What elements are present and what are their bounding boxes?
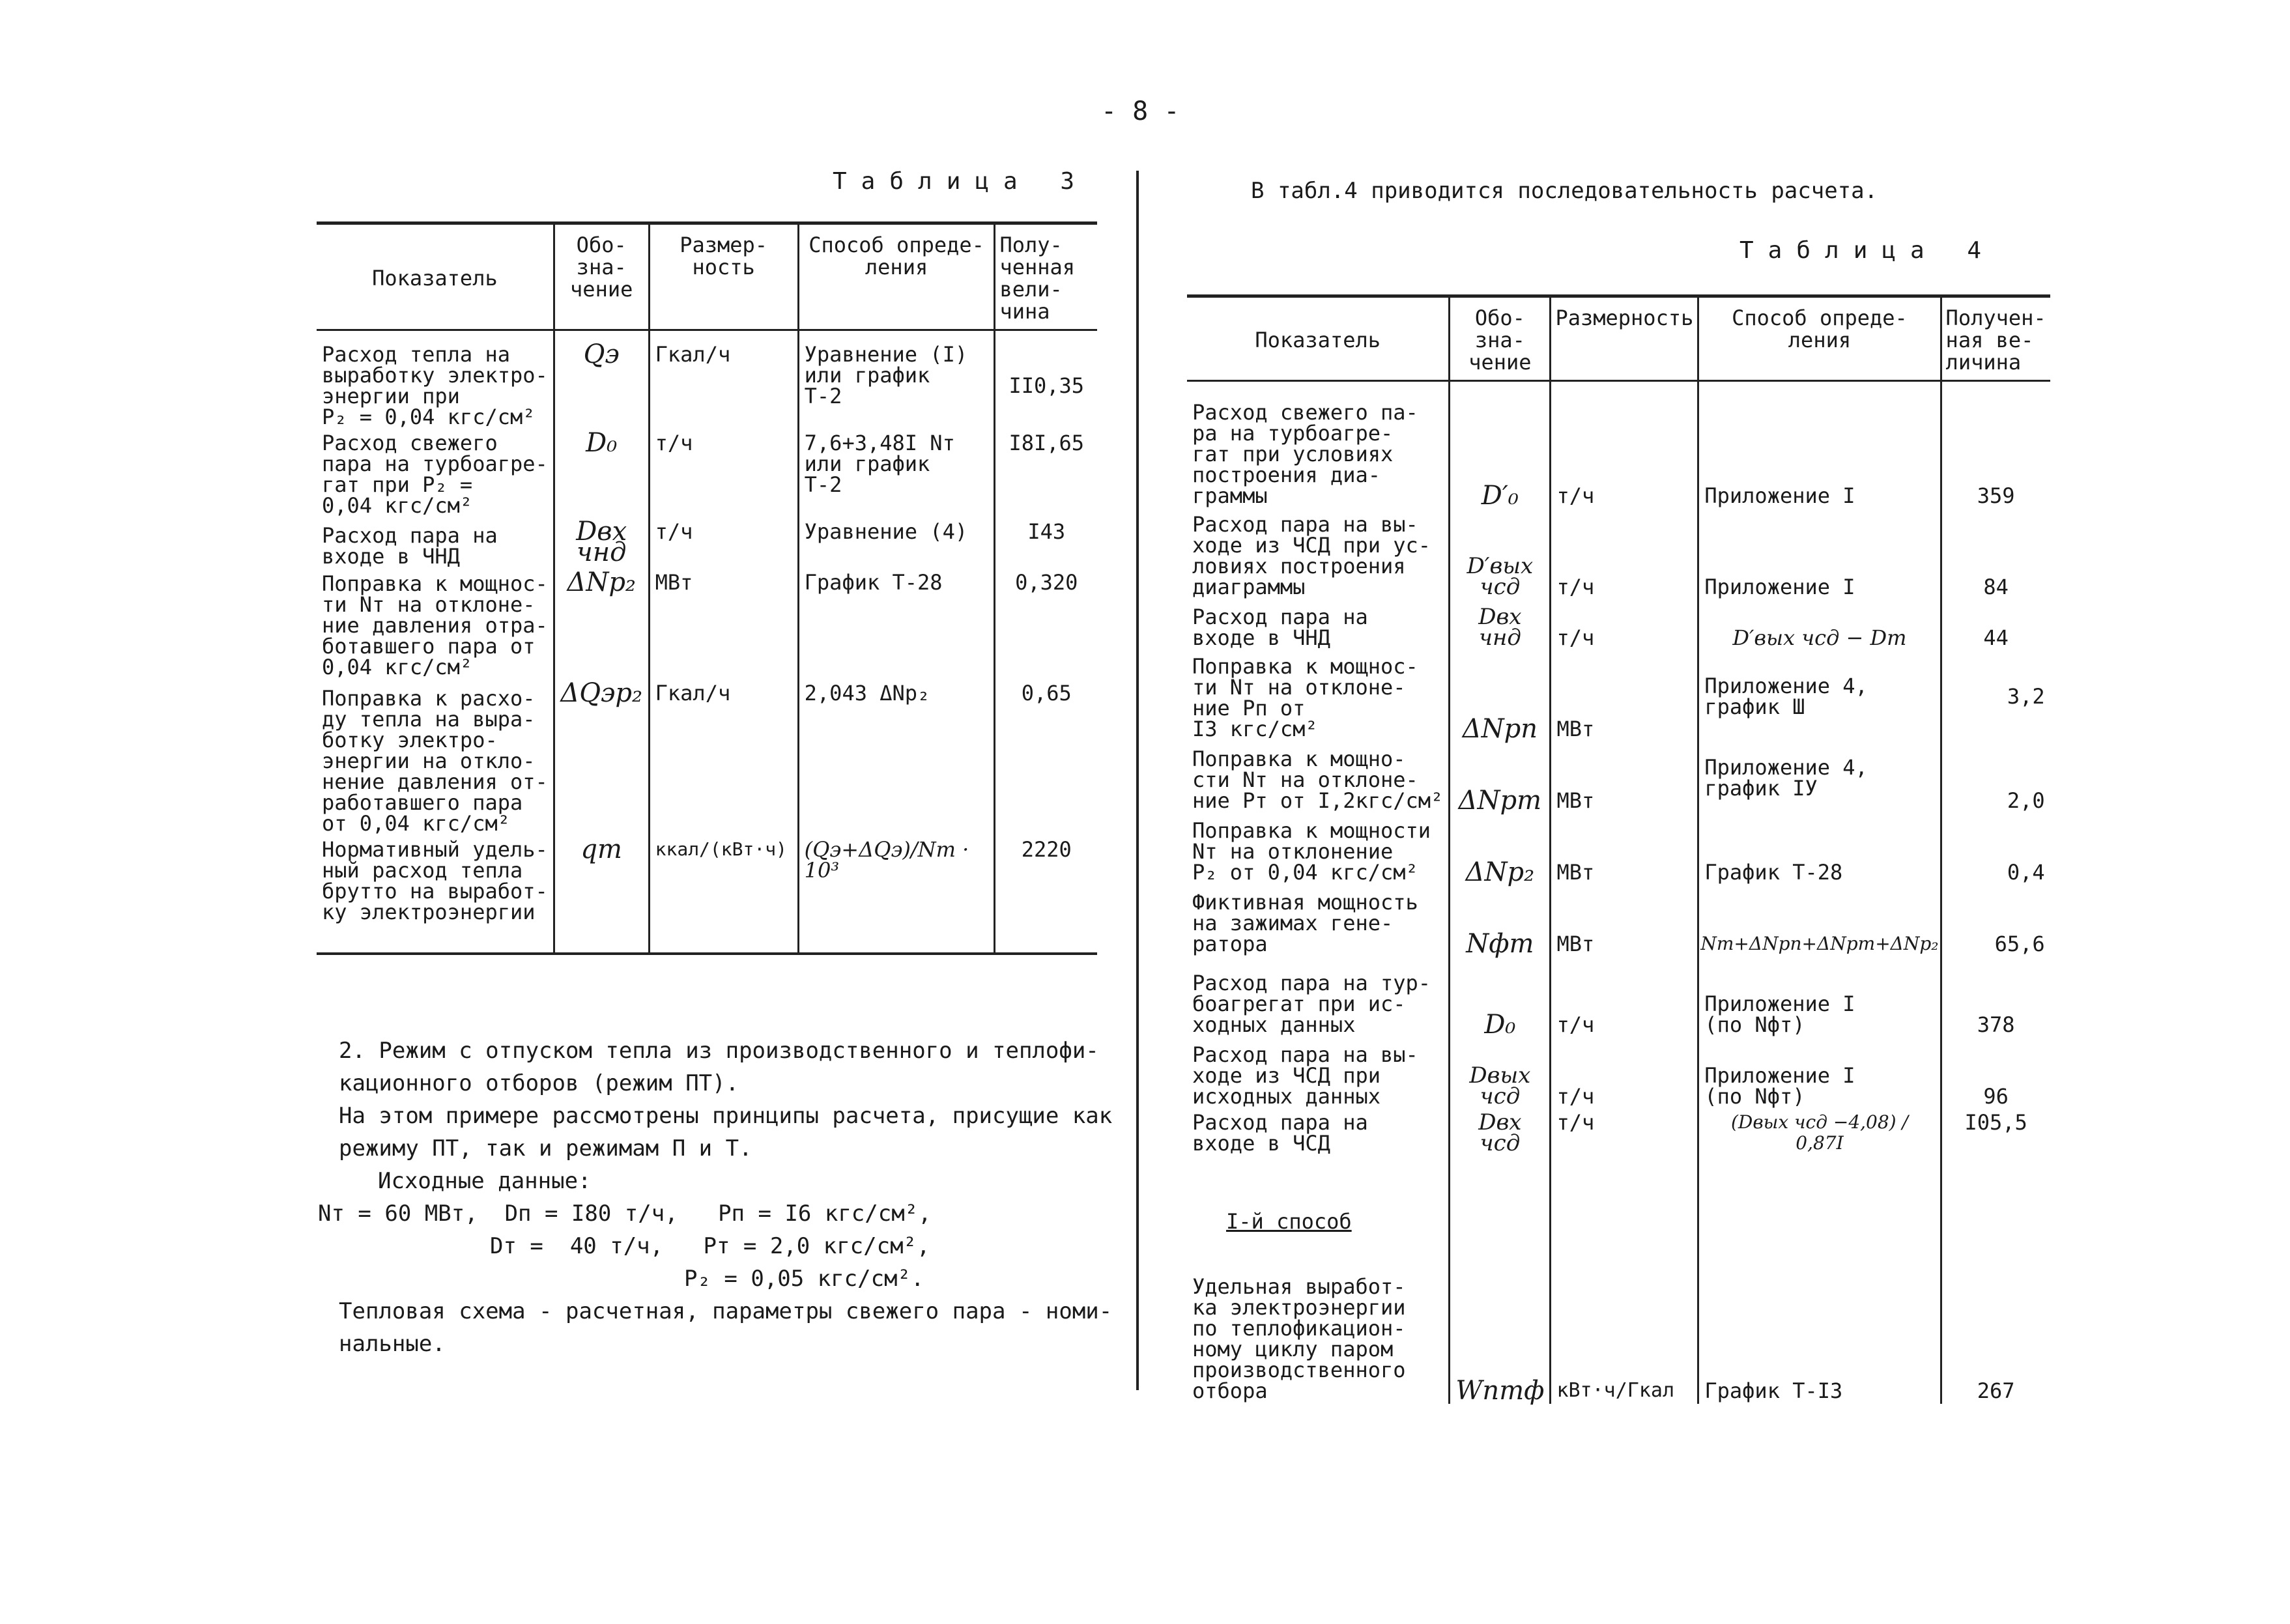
row-unit: МВт	[1551, 651, 1698, 742]
row-symbol: ΔNp₂	[1450, 814, 1551, 885]
row-method: Уравнение (I) или график Т-2	[798, 330, 995, 431]
row-method: Приложение I	[1698, 381, 1941, 509]
row-method: Приложение I (по Nфт)	[1698, 1038, 1941, 1109]
table-row	[1187, 742, 2050, 814]
row-value: 0,320	[995, 569, 1097, 680]
row-symbol: D′₀	[1450, 381, 1551, 509]
row-label: Расход пара на входе в ЧНД	[1192, 604, 1368, 650]
row-method: Приложение I	[1698, 509, 1941, 600]
table3-caption: Таблица 3	[833, 168, 1089, 195]
row-label: Удельная выработ- ка электроэнергии по теплофикацион- ному циклу паром производственного отбора	[1192, 1274, 1406, 1403]
row-label: Расход свежего па- ра на турбоагре- гат при условиях построения диа- граммы	[1192, 399, 1418, 508]
row-value: 96	[1941, 1038, 2050, 1109]
row-method: D′вых чсд − Dт	[1698, 600, 1941, 651]
table3-header-unit: Размер- ность	[649, 223, 798, 330]
row-unit: МВт	[1551, 885, 1698, 957]
table-row	[1187, 381, 2050, 509]
table-4	[1187, 294, 2050, 1404]
row-method: (Dвых чсд −4,08) / 0,87I	[1698, 1109, 1941, 1182]
row-value: I05,5	[1941, 1109, 2050, 1182]
row-label: Поправка к мощности Nт на отклонение P₂ от 0,04 кгс/см²	[1192, 818, 1431, 885]
table3-header-indicator: Показатель	[317, 223, 554, 330]
row-symbol: Qэ	[554, 330, 649, 431]
row-label: Расход пара на вы- ходе из ЧСД при ус- ловиях построения диаграммы	[1192, 511, 1431, 599]
empty-cell	[1698, 1182, 1941, 1261]
row-symbol: ΔNp₂	[554, 569, 649, 680]
row-value: 65,6	[1941, 885, 2050, 957]
row-value: 0,65	[995, 680, 1097, 836]
table3-header-symbol: Обо- зна- чение	[554, 223, 649, 330]
row-unit: Гкал/ч	[649, 680, 798, 836]
page-number: - 8 -	[1101, 96, 1180, 126]
row-symbol: Dвых чсд	[1450, 1038, 1551, 1109]
row-value: II0,35	[995, 330, 1097, 431]
row-label: Расход пара на входе в ЧСД	[1192, 1109, 1368, 1156]
row-unit: МВт	[649, 569, 798, 680]
column-divider	[1136, 171, 1139, 1390]
row-symbol: Wптф	[1450, 1261, 1551, 1404]
table-row	[317, 430, 1097, 519]
paragraph-thermal-scheme: Тепловая схема - расчетная, параметры свежего пара - номи- нальные.	[339, 1298, 1113, 1357]
row-value: 84	[1941, 509, 2050, 600]
row-symbol: ΔNpп	[1450, 651, 1551, 742]
table-3	[317, 221, 1097, 955]
row-method: 7,6+3,48I Nт или график Т-2	[798, 430, 995, 519]
row-label: Расход пара на тур- боагрегат при ис- ходных данных	[1192, 970, 1431, 1037]
row-symbol: Nфт	[1450, 885, 1551, 957]
row-unit: т/ч	[1551, 600, 1698, 651]
row-value: I43	[995, 519, 1097, 569]
row-label: Расход тепла на выработку электро- энергии при P₂ = 0,04 кгс/см²	[322, 342, 548, 429]
table4-intro: В табл.4 приводится последовательность расчета.	[1251, 178, 1878, 204]
row-label: Расход пара на входе в ЧНД	[322, 523, 498, 569]
row-symbol: D′вых чсд	[1450, 509, 1551, 600]
row-symbol: Dвх чсд	[1450, 1109, 1551, 1182]
row-method: 2,043 ΔNp₂	[798, 680, 995, 836]
table-row	[1187, 600, 2050, 651]
row-unit: т/ч	[1551, 957, 1698, 1038]
table-row	[317, 330, 1097, 431]
row-symbol: D₀	[1450, 957, 1551, 1038]
row-unit: т/ч	[649, 430, 798, 519]
table-row	[1187, 1182, 2050, 1261]
row-value: 2,0	[1941, 742, 2050, 814]
row-unit: Гкал/ч	[649, 330, 798, 431]
table4-header-unit: Размерность	[1551, 296, 1698, 381]
table3-header-method: Способ опреде- ления	[798, 223, 995, 330]
row-method: (Qэ+ΔQэ)/Nт · 10³	[798, 836, 995, 954]
table4-header-symbol: Обо- зна- чение	[1450, 296, 1551, 381]
row-value: I8I,65	[995, 430, 1097, 519]
row-unit: т/ч	[1551, 381, 1698, 509]
row-unit: т/ч	[649, 519, 798, 569]
row-value: 44	[1941, 600, 2050, 651]
row-unit: т/ч	[1551, 1109, 1698, 1182]
row-unit: кВт·ч/Гкал	[1551, 1261, 1698, 1404]
row-label: Поправка к мощно- сти Nт на отклоне- ние Pт от I,2кгс/см²	[1192, 746, 1444, 813]
table-row	[1187, 957, 2050, 1038]
row-symbol: ΔNpт	[1450, 742, 1551, 814]
row-method: Приложение 4, график IУ	[1698, 742, 1941, 814]
table-row	[317, 836, 1097, 954]
row-symbol: ΔQэp₂	[554, 680, 649, 836]
empty-cell	[1450, 1182, 1551, 1261]
table4-caption: Таблица 4	[1739, 237, 1996, 264]
source-data-line-3: P₂ = 0,05 кгс/см².	[684, 1266, 924, 1292]
row-method: График Т-28	[1698, 814, 1941, 885]
source-data-line-1: Nт = 60 МВт, Dп = I80 т/ч, Pп = I6 кгс/см²,	[318, 1201, 932, 1227]
row-value: 2220	[995, 836, 1097, 954]
row-unit: т/ч	[1551, 1038, 1698, 1109]
table-row	[1187, 1261, 2050, 1404]
source-data-line-2: Dт = 40 т/ч, Pт = 2,0 кгс/см²,	[490, 1233, 930, 1259]
row-method: Приложение I (по Nфт)	[1698, 957, 1941, 1038]
row-label: Расход свежего пара на турбоагре- гат при P₂ = 0,04 кгс/см²	[322, 431, 548, 518]
table3-header-value: Полу- ченная вели- чина	[995, 223, 1097, 330]
row-value: 3,2	[1941, 651, 2050, 742]
table-row	[1187, 814, 2050, 885]
table-row	[1187, 509, 2050, 600]
row-label: Расход пара на вы- ходе из ЧСД при исходных данных	[1192, 1042, 1418, 1109]
row-label: Поправка к расхо- ду тепла на выра- ботку электро- энергии на откло- нение давления от- работавшего пара от 0,04 кгс/см²	[322, 686, 548, 836]
table4-header-method: Способ опреде- ления	[1698, 296, 1941, 381]
row-label: Нормативный удель- ный расход тепла брутто на выработ- ку электроэнергии	[317, 836, 554, 954]
table-row	[1187, 651, 2050, 742]
row-label: Поправка к мощнос- ти Nт на отклоне- ние Pп от I3 кгс/см²	[1192, 653, 1418, 741]
table-row	[1187, 885, 2050, 957]
row-unit: МВт	[1551, 814, 1698, 885]
row-label: Поправка к мощнос- ти Nт на отклоне- ние давления отра- ботавшего пара от 0,04 кгс/см²	[322, 571, 548, 679]
row-unit: ккал/(кВт·ч)	[649, 836, 798, 954]
row-symbol: Dвх чнд	[554, 519, 649, 569]
row-unit: МВт	[1551, 742, 1698, 814]
section-label: I-й способ	[1226, 1208, 1352, 1234]
paragraph-source-data-heading: Исходные данные:	[378, 1168, 592, 1194]
row-symbol: D₀	[554, 430, 649, 519]
row-method: Приложение 4, график Ш	[1698, 651, 1941, 742]
row-value: 378	[1941, 957, 2050, 1038]
row-symbol: Dвх чнд	[1450, 600, 1551, 651]
row-value: 359	[1941, 381, 2050, 509]
table-row	[1187, 1109, 2050, 1182]
table-row	[317, 680, 1097, 836]
table-row	[1187, 1038, 2050, 1109]
row-value: 267	[1941, 1261, 2050, 1404]
paragraph-principles: На этом примере рассмотрены принципы расчета, присущие как режиму ПТ, так и режимам П и Т.	[339, 1103, 1113, 1161]
empty-cell	[1551, 1182, 1698, 1261]
table-row	[317, 569, 1097, 680]
row-method: Уравнение (4)	[798, 519, 995, 569]
table4-header-value: Получен- ная ве- личина	[1941, 296, 2050, 381]
row-method: График Т-I3	[1698, 1261, 1941, 1404]
row-method: Nт+ΔNpп+ΔNpт+ΔNp₂	[1698, 885, 1941, 957]
empty-cell	[1941, 1182, 2050, 1261]
row-method: График Т-28	[798, 569, 995, 680]
row-label: Фиктивная мощность на зажимах генe- ратора	[1192, 889, 1418, 956]
table-row	[317, 519, 1097, 569]
row-value: 0,4	[1941, 814, 2050, 885]
row-symbol: qт	[554, 836, 649, 954]
table4-header-indicator: Показатель	[1187, 296, 1450, 381]
paragraph-mode: 2. Режим с отпуском тепла из производственного и теплофи- кационного отборов (режим ПТ).	[339, 1038, 1099, 1096]
row-unit: т/ч	[1551, 509, 1698, 600]
